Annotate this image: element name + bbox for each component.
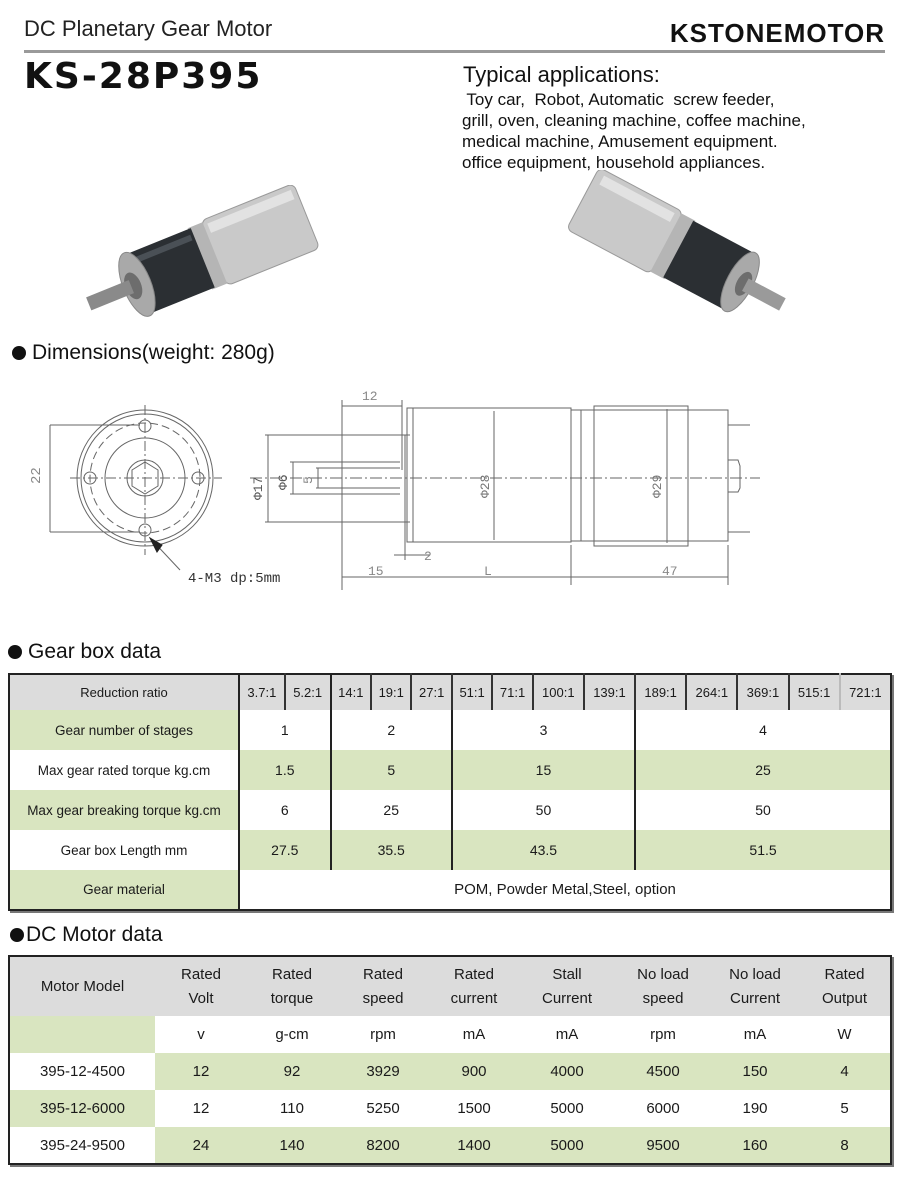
motor-photo-right bbox=[560, 170, 800, 330]
value-cell: 1500 bbox=[429, 1090, 519, 1127]
value-cell: 5000 bbox=[519, 1127, 615, 1164]
dim-15: 15 bbox=[368, 564, 384, 579]
value-cell: 4 bbox=[799, 1053, 891, 1090]
row-label: Max gear rated torque kg.cm bbox=[9, 750, 239, 790]
motor-row bbox=[9, 1090, 891, 1127]
row-label: Max gear breaking torque kg.cm bbox=[9, 790, 239, 830]
row-label: Gear box Length mm bbox=[9, 830, 239, 870]
rated-torque-row bbox=[9, 750, 891, 790]
cell-value: 1.5 bbox=[239, 750, 331, 790]
applications-line: office equipment, household appliances. bbox=[462, 153, 766, 172]
model-cell: 395-12-4500 bbox=[9, 1053, 155, 1090]
brand-name: KSTONEMOTOR bbox=[669, 18, 885, 48]
ratio-cell: 27:1 bbox=[411, 674, 451, 710]
motor-row bbox=[9, 1053, 891, 1090]
ratio-cell: 369:1 bbox=[737, 674, 788, 710]
model-cell: 395-12-6000 bbox=[9, 1090, 155, 1127]
cell-value: 51.5 bbox=[635, 830, 891, 870]
value-cell: 1400 bbox=[429, 1127, 519, 1164]
unit-cell: rpm bbox=[337, 1016, 429, 1053]
dim-L: L bbox=[484, 564, 492, 579]
ratio-cell: 100:1 bbox=[533, 674, 584, 710]
motor-title: DC Motor data bbox=[26, 923, 163, 946]
value-cell: 5 bbox=[799, 1090, 891, 1127]
cell-value: 35.5 bbox=[331, 830, 452, 870]
units-row bbox=[9, 1016, 891, 1053]
value-cell: 150 bbox=[711, 1053, 799, 1090]
ratio-cell: 19:1 bbox=[371, 674, 411, 710]
value-cell: 24 bbox=[155, 1127, 247, 1164]
cell-value: 25 bbox=[331, 790, 452, 830]
dimension-drawing bbox=[0, 380, 899, 600]
col-header: Rated speed bbox=[337, 956, 429, 1016]
model-number: KS-28P395 bbox=[24, 56, 263, 97]
cell-value: 43.5 bbox=[452, 830, 635, 870]
value-cell: 160 bbox=[711, 1127, 799, 1164]
applications-list bbox=[462, 89, 806, 173]
dimensions-title: Dimensions(weight: 280g) bbox=[32, 341, 275, 364]
breaking-torque-row bbox=[9, 790, 891, 830]
cell-value: 50 bbox=[635, 790, 891, 830]
motor-row bbox=[9, 1127, 891, 1164]
unit-cell: g-cm bbox=[247, 1016, 337, 1053]
cell-value: 3 bbox=[452, 710, 635, 750]
col-header: Motor Model bbox=[9, 956, 155, 1016]
gearbox-length-row bbox=[9, 830, 891, 870]
value-cell: 12 bbox=[155, 1053, 247, 1090]
bullet-icon bbox=[8, 645, 22, 659]
dim-5: 5 bbox=[301, 476, 316, 484]
value-cell: 12 bbox=[155, 1090, 247, 1127]
value-cell: 900 bbox=[429, 1053, 519, 1090]
value-cell: 190 bbox=[711, 1090, 799, 1127]
value-cell: 8 bbox=[799, 1127, 891, 1164]
ratio-cell: 71:1 bbox=[492, 674, 532, 710]
cell-value: 27.5 bbox=[239, 830, 331, 870]
dim-2: 2 bbox=[424, 549, 432, 564]
dimensions-heading bbox=[12, 341, 275, 365]
ratio-cell: 515:1 bbox=[789, 674, 840, 710]
ratio-row bbox=[9, 674, 891, 710]
cell-value: 1 bbox=[239, 710, 331, 750]
ratio-cell: 139:1 bbox=[584, 674, 635, 710]
ratio-cell: 51:1 bbox=[452, 674, 492, 710]
motor-heading bbox=[10, 923, 163, 947]
ratio-cell: 3.7:1 bbox=[239, 674, 285, 710]
value-cell: 92 bbox=[247, 1053, 337, 1090]
ratio-cell: 189:1 bbox=[635, 674, 686, 710]
motor-photo-left bbox=[80, 185, 340, 330]
product-subtitle: DC Planetary Gear Motor bbox=[24, 16, 273, 41]
dim-phi17: Φ17 bbox=[251, 476, 266, 500]
model-cell: 395-24-9500 bbox=[9, 1127, 155, 1164]
ratio-cell: 264:1 bbox=[686, 674, 737, 710]
dim-phi28: Φ28 bbox=[478, 474, 493, 498]
applications-title: Typical applications: bbox=[463, 62, 660, 87]
ratio-cell: 14:1 bbox=[331, 674, 371, 710]
dim-22: 22 bbox=[29, 467, 45, 484]
unit-cell: rpm bbox=[615, 1016, 711, 1053]
cell-value: 2 bbox=[331, 710, 452, 750]
value-cell: 5000 bbox=[519, 1090, 615, 1127]
motor-table bbox=[8, 955, 892, 1165]
unit-cell: v bbox=[155, 1016, 247, 1053]
holes-note: 4-M3 dp:5mm bbox=[188, 571, 281, 587]
gearbox-table bbox=[8, 673, 892, 911]
col-header: Rated torque bbox=[247, 956, 337, 1016]
cell-value: 6 bbox=[239, 790, 331, 830]
gearbox-heading bbox=[8, 640, 161, 664]
cell-value: 4 bbox=[635, 710, 891, 750]
value-cell: 6000 bbox=[615, 1090, 711, 1127]
unit-cell: mA bbox=[711, 1016, 799, 1053]
row-label: Gear material bbox=[9, 870, 239, 910]
col-header: Stall Current bbox=[519, 956, 615, 1016]
value-cell: 4000 bbox=[519, 1053, 615, 1090]
motor-header-row bbox=[9, 956, 891, 1016]
ratio-label: Reduction ratio bbox=[9, 674, 239, 710]
value-cell: 110 bbox=[247, 1090, 337, 1127]
stages-row bbox=[9, 710, 891, 750]
dim-47: 47 bbox=[662, 564, 678, 579]
unit-cell: W bbox=[799, 1016, 891, 1053]
applications-line: medical machine, Amusement equipment. bbox=[462, 132, 778, 151]
col-header: No load Current bbox=[711, 956, 799, 1016]
value-cell: 8200 bbox=[337, 1127, 429, 1164]
value-cell: 5250 bbox=[337, 1090, 429, 1127]
row-label: Gear number of stages bbox=[9, 710, 239, 750]
applications-line: Toy car, Robot, Automatic screw feeder, bbox=[462, 90, 775, 109]
cell-value: 15 bbox=[452, 750, 635, 790]
material-row bbox=[9, 870, 891, 910]
dim-12: 12 bbox=[362, 389, 378, 404]
unit-cell: mA bbox=[519, 1016, 615, 1053]
dim-phi6: Φ6 bbox=[276, 474, 291, 490]
value-cell: 140 bbox=[247, 1127, 337, 1164]
col-header: Rated Output bbox=[799, 956, 891, 1016]
col-header: Rated Volt bbox=[155, 956, 247, 1016]
value-cell: 3929 bbox=[337, 1053, 429, 1090]
bullet-icon bbox=[10, 928, 24, 942]
material-value: POM, Powder Metal,Steel, option bbox=[239, 870, 891, 910]
value-cell: 4500 bbox=[615, 1053, 711, 1090]
value-cell: 9500 bbox=[615, 1127, 711, 1164]
unit-cell bbox=[9, 1016, 155, 1053]
bullet-icon bbox=[12, 346, 26, 360]
unit-cell: mA bbox=[429, 1016, 519, 1053]
cell-value: 50 bbox=[452, 790, 635, 830]
header-divider bbox=[24, 50, 885, 53]
ratio-cell: 5.2:1 bbox=[285, 674, 331, 710]
cell-value: 5 bbox=[331, 750, 452, 790]
dim-phi29: Φ29 bbox=[650, 474, 665, 498]
gearbox-title: Gear box data bbox=[28, 640, 162, 663]
cell-value: 25 bbox=[635, 750, 891, 790]
col-header: Rated current bbox=[429, 956, 519, 1016]
applications-line: grill, oven, cleaning machine, coffee machine, bbox=[462, 111, 806, 130]
col-header: No load speed bbox=[615, 956, 711, 1016]
ratio-cell: 721:1 bbox=[840, 674, 891, 710]
